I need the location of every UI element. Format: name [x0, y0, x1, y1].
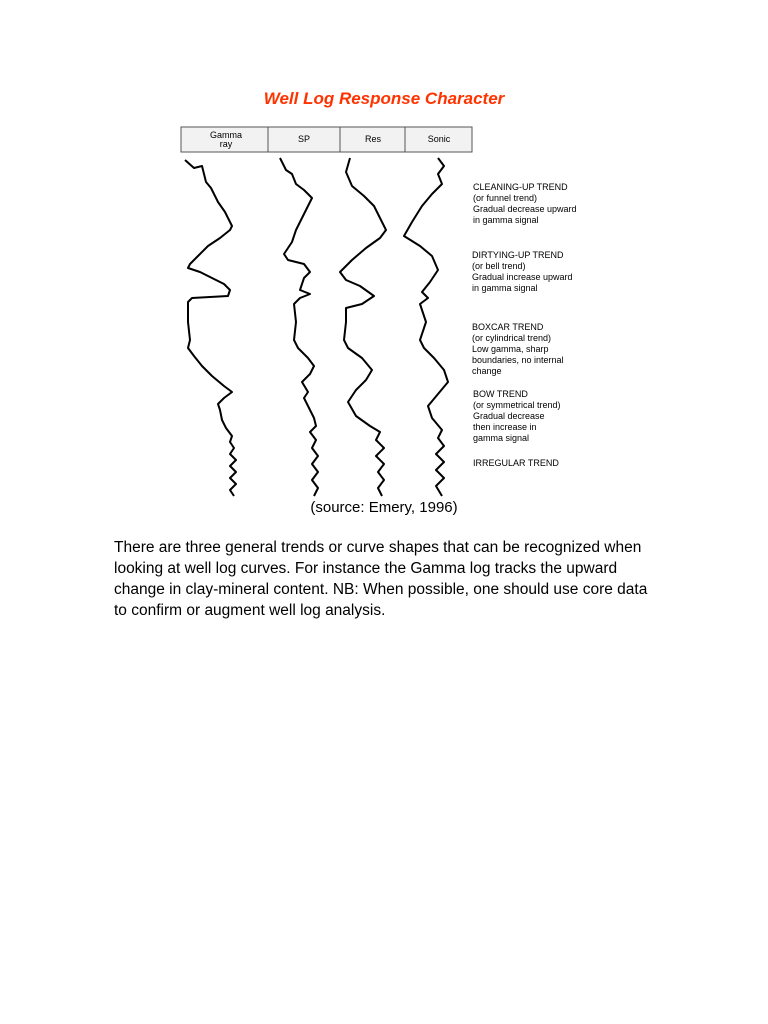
figure-title: Well Log Response Character	[263, 89, 505, 108]
sonic-curve	[404, 158, 448, 496]
trend-label-irregular: IRREGULAR TREND	[473, 458, 559, 468]
trend-label-boxcar: BOXCAR TREND (or cylindrical trend) Low gamma, sharp boundaries, no internal change	[472, 322, 564, 376]
trend-label-cleaning-up: CLEANING-UP TREND (or funnel trend) Gradual decrease upward in gamma signal	[473, 182, 577, 225]
well-log-figure	[180, 126, 600, 502]
header-sonic-label: Sonic	[427, 134, 451, 144]
sp-curve	[280, 158, 318, 496]
header-gamma-label: Gamma	[209, 130, 243, 140]
trend-label-bow: BOW TREND (or symmetrical trend) Gradual decrease then increase in gamma signal	[473, 389, 561, 443]
header-res-label: Res	[364, 134, 382, 144]
trend-label-dirtying-up: DIRTYING-UP TREND (or bell trend) Gradual increase upward in gamma signal	[472, 250, 573, 293]
figure-caption: (source: Emery, 1996)	[310, 499, 458, 516]
header-sp-label: SP	[297, 134, 311, 144]
gamma-ray-curve	[185, 160, 236, 496]
res-curve	[340, 158, 386, 496]
body-paragraph: There are three general trends or curve shapes that can be recognized when looking at well log curves. For instance the Gamma log tracks the upward change in clay-mineral content. NB: When possible, one should use core data to confirm or augment well log analysis.	[114, 539, 648, 619]
header-gamma-sub-label: ray	[219, 139, 233, 149]
